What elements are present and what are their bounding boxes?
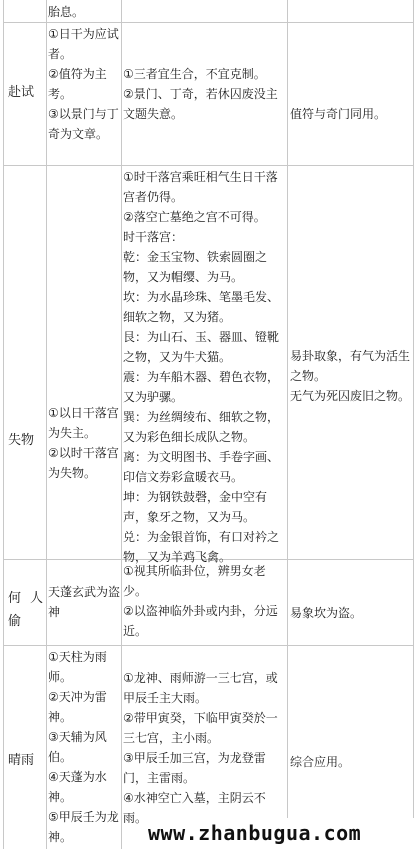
cell-text: ③天辅为风伯。: [48, 730, 107, 764]
cell-text: ①视其所临卦位，辨男女老少。: [123, 564, 266, 598]
table-cell: [290, 346, 414, 406]
cell-text: 无气为死囚废旧之物。: [290, 389, 411, 403]
table-border-right: [413, 0, 414, 849]
cell-text: ②值符为主考。: [48, 67, 107, 101]
row-label-heren-b: 人: [30, 591, 44, 606]
table-cell: [48, 403, 120, 483]
cell-text: ①以日干落宫为失主。: [48, 406, 119, 440]
cell-text: 综合应用。: [290, 755, 351, 769]
row-label-heren-a: 何: [8, 591, 22, 606]
cell-text: ①天柱为雨师。: [48, 650, 107, 684]
column-divider-2: [121, 0, 122, 849]
table-cell: [123, 64, 285, 124]
cell-text: 乾：金玉宝物、铁索圆圈之物，又为帽缨、为马。: [123, 250, 268, 284]
cell-text: 坤：为钢铁鼓磬，金中空有声，象牙之物，又为马。: [123, 490, 268, 524]
column-divider-1: [46, 0, 47, 849]
cell-text: ①时干落宫乘旺相气生日干落宫者仍得。: [123, 170, 278, 204]
row-divider: [3, 165, 414, 166]
table-cell: [123, 668, 285, 828]
cell-text: 巽：为丝绸绫布、细软之物，又为彩色细长成队之物。: [123, 410, 280, 444]
cell-text: 离：为文明图书、手卷字画、印信文券彩盒暖衣马。: [123, 450, 280, 484]
row-divider: [3, 22, 414, 23]
cell-text: 坎：为水晶珍珠、笔墨毛发、细软之物，又为猪。: [123, 290, 280, 324]
cell-text: ⑤甲辰壬为龙神。: [48, 810, 119, 844]
cell-text: 易象坎为盗。: [290, 606, 363, 620]
table-cell: [123, 167, 285, 567]
row-label-fushi: 赴试: [8, 85, 35, 100]
cell-text: ②景门、丁奇，若休囚废没主文题失意。: [123, 87, 278, 121]
cell-text: ①龙神、雨师游一三七宫，或甲辰壬主大雨。: [123, 671, 278, 705]
table-cell: [48, 647, 120, 847]
table-border-left: [3, 0, 4, 849]
cell-text: ①三者宜生合，不宜克制。: [123, 67, 266, 81]
cell-text: 时干落宫：: [123, 230, 184, 244]
cell-text: ②落空亡墓绝之宫不可得。: [123, 210, 266, 224]
table-cell: [290, 104, 414, 124]
cell-text: 易卦取象，有气为活生之物。: [290, 349, 411, 383]
cell-text: 天蓬玄武为盗神: [48, 585, 120, 619]
column-divider-3: [287, 0, 288, 849]
cell-text: ②以时干落宫为失物。: [48, 446, 119, 480]
row-label-qingyu: 晴雨: [8, 753, 35, 768]
cell-text: 兑：为金银首饰，有口对衿之物，又为羊鸡飞禽。: [123, 530, 280, 564]
cell-text: 胎息。: [48, 5, 85, 19]
row-label-shiwu: 失物: [8, 433, 35, 448]
cell-text: ③以景门与丁奇为文章。: [48, 107, 119, 141]
row-label-heren-c: 偷: [8, 614, 22, 629]
cell-text: ②带甲寅癸，下临甲寅癸於一三七宫，主小雨。: [123, 711, 278, 745]
cell-text: 值符与奇门同用。: [290, 107, 387, 121]
cell-text: 艮：为山石、玉、器皿、镫靴之物，又为牛犬猫。: [123, 330, 280, 364]
table-cell: [290, 752, 414, 772]
cell-text: ②天冲为雷神。: [48, 690, 107, 724]
row-divider: [3, 645, 414, 646]
table-cell: [48, 24, 120, 144]
cell-text: ④天蓬为水神。: [48, 770, 107, 804]
cell-text: ①日干为应试者。: [48, 27, 119, 61]
cell-text: ③甲辰壬加三宫，为龙登雷门，主雷雨。: [123, 751, 266, 785]
table-cell: [48, 2, 118, 22]
table-cell: [48, 582, 120, 622]
cell-text: ④水神空亡入墓，主阴云不雨。: [123, 791, 266, 825]
table-cell: [290, 603, 414, 623]
table-cell: [123, 561, 285, 641]
cell-text: ②以盗神临外卦或内卦，分远近。: [123, 604, 278, 638]
cell-text: 震：为车船木器、碧色衣物，又为驴骡。: [123, 370, 280, 404]
site-watermark: www.zhanbugua.com: [148, 818, 417, 849]
